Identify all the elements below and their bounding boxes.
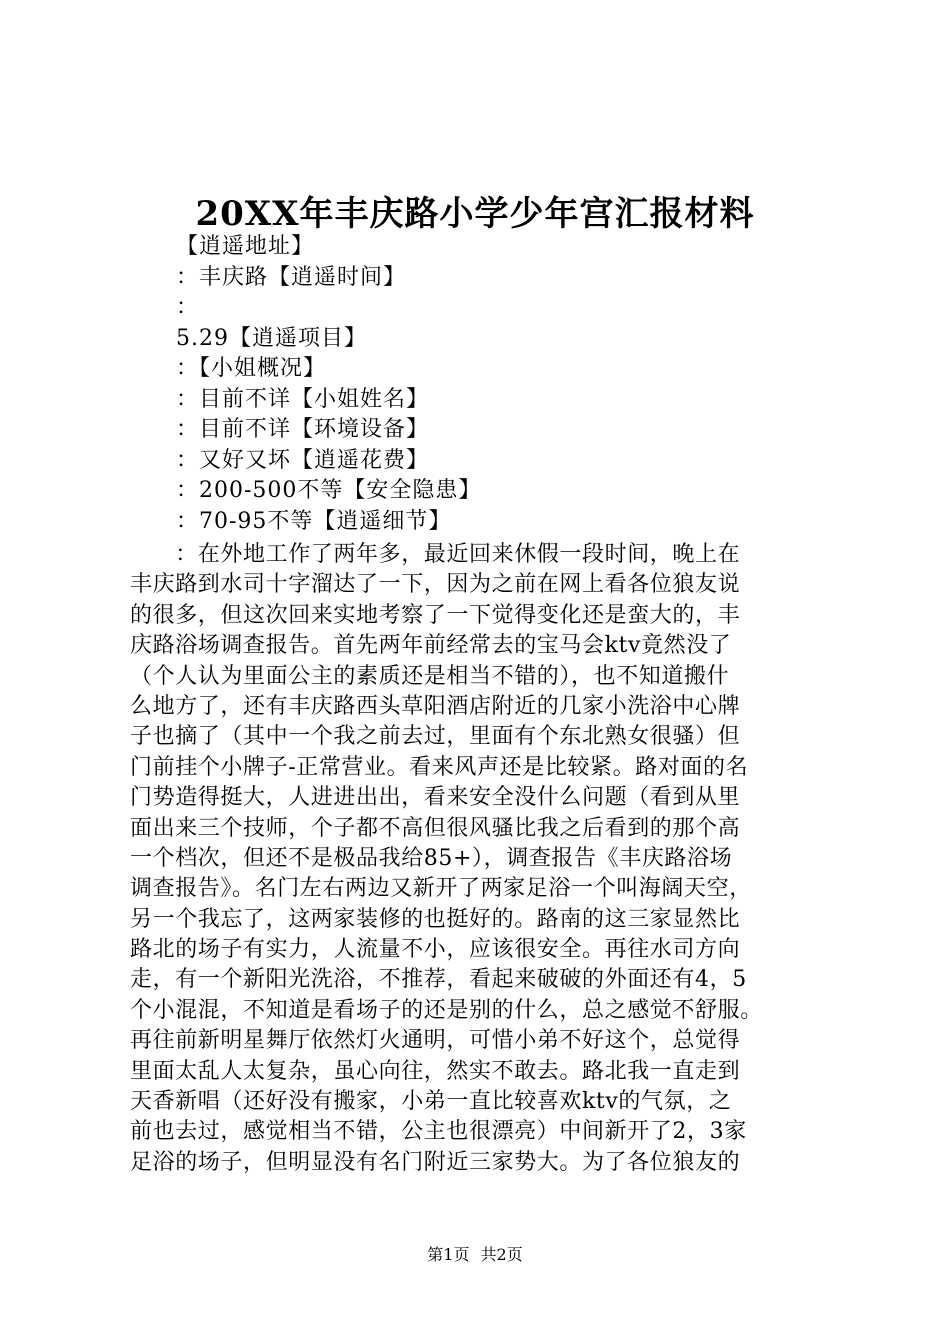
info-fields [176, 232, 876, 537]
body-line: 门势造得挺大，人进进出出，看来安全没什么问题（看到从里 [130, 785, 741, 811]
body-line: 前也去过，感觉相当不错，公主也很漂亮）中间新开了2，3家 [130, 1119, 747, 1145]
field-line: ：目前不详【小姐姓名】 [176, 386, 430, 412]
body-line: 里面太乱人太复杂，虽心向往，然实不敢去。路北我一直走到 [130, 1058, 741, 1084]
body-line: ：在外地工作了两年多，最近回来休假一段时间，晚上在 [130, 542, 741, 567]
body-line: 另一个我忘了，这两家装修的也挺好的。路南的这三家显然比 [130, 906, 741, 932]
body-line: （个人认为里面公主的素质还是相当不错的），也不知道搬什 [130, 663, 730, 689]
body-line: 走，有一个新阳光洗浴，不推荐，看起来破破的外面还有4，5 [130, 967, 747, 993]
body-line: 个小混混，不知道是看场子的还是别的什么，总之感觉不舒服。 [130, 997, 763, 1023]
field-line: 【逍遥地址】 [176, 234, 315, 259]
page-number: 第1页 [427, 1245, 470, 1264]
body-line: 的很多，但这次回来实地考察了一下觉得变化还是蛮大的，丰 [130, 602, 741, 628]
document-title: 20XX年丰庆路小学少年宫汇报材料 [195, 194, 755, 234]
page-footer [0, 1242, 950, 1265]
body-line: 一个档次，但还不是极品我给85+），调查报告《丰庆路浴场 [130, 845, 733, 871]
body-line: 门前挂个小牌子-正常营业。看来风声还是比较紧。路对面的名 [130, 754, 749, 780]
field-line: ：70-95不等【逍遥细节】 [176, 508, 452, 534]
body-line: 足浴的场子，但明显没有名门附近三家势大。为了各位狼友的 [130, 1149, 741, 1175]
body-line: 路北的场子有实力，人流量不小，应该很安全。再往水司方向 [130, 937, 741, 963]
field-line: ：【小姐概况】 [176, 356, 327, 381]
body-line: 庆路浴场调查报告。首先两年前经常去的宝马会ktv竟然没了 [130, 633, 732, 659]
field-line: ：200-500不等【安全隐患】 [176, 478, 482, 503]
body-line: 丰庆路到水司十字溜达了一下，因为之前在网上看各位狼友说 [130, 572, 741, 598]
body-line: 再往前新明星舞厅依然灯火通明，可惜小弟不好这个，总觉得 [130, 1028, 741, 1054]
field-line: ：又好又坏【逍遥花费】 [176, 447, 430, 473]
body-line: 调查报告》。名门左右两边又新开了两家足浴一个叫海阔天空， [130, 876, 752, 902]
body-line: 天香新唱（还好没有搬家，小弟一直比较喜欢ktv的气氛，之 [130, 1089, 732, 1115]
body-paragraph [130, 540, 830, 1178]
field-line: ： [176, 295, 200, 320]
field-line: ：丰庆路【逍遥时间】 [176, 264, 407, 290]
page-total: 共2页 [480, 1245, 523, 1264]
body-line: 子也摘了（其中一个我之前去过，里面有个东北熟女很骚）但 [130, 724, 741, 750]
body-line: 面出来三个技师，个子都不高但很风骚比我之后看到的那个高 [130, 815, 741, 841]
field-line: 5.29【逍遥项目】 [176, 325, 367, 351]
field-line: ：目前不详【环境设备】 [176, 417, 430, 442]
body-line: 么地方了，还有丰庆路西头草阳酒店附近的几家小洗浴中心牌 [130, 693, 741, 719]
